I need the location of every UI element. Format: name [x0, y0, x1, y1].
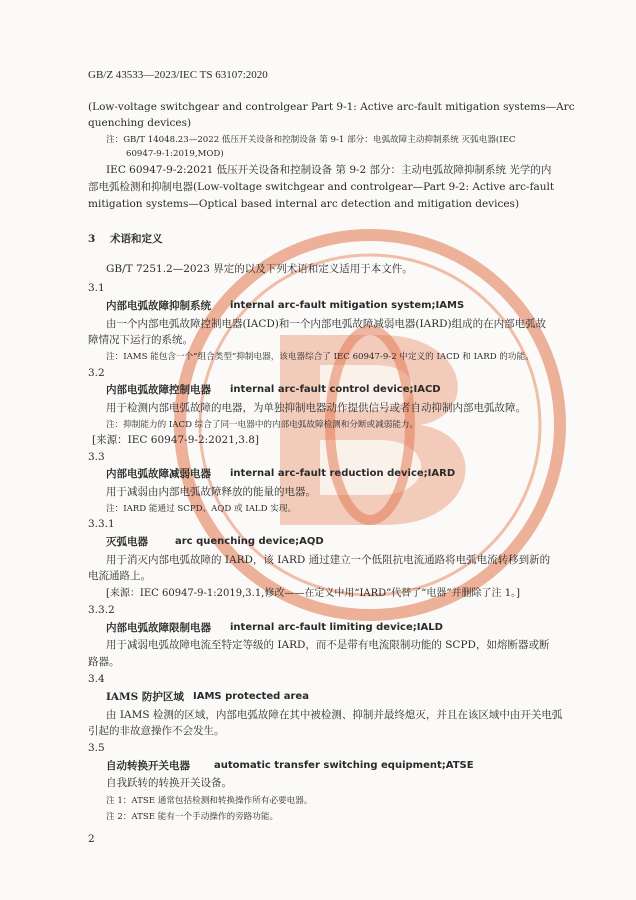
term-definition-line-1: 用于减弱由内部电弧故障释放的能量的电器。 — [106, 486, 316, 498]
term-definition-line-1: 由 IAMS 检测的区域，内部电弧故障在其中被检测、抑制并最终熄灭，并且在该区域中由开关电弧 — [106, 709, 563, 721]
term-number: 3.3 — [88, 451, 105, 463]
section-intro: GB/T 7251.2—2023 界定的以及下列术语和定义适用于本文件。 — [106, 263, 413, 275]
term-number: 3.2 — [88, 367, 105, 379]
ref-1-note-line-2: 60947-9-1:2019,MOD) — [126, 149, 224, 159]
term-number: 3.3.2 — [88, 604, 115, 616]
term-en: arc quenching device;AQD — [175, 536, 324, 547]
term-definition-line-1: 用于检测内部电弧故障的电器，为单独抑制电器动作提供信号或者自动抑制内部电弧故障。 — [106, 402, 526, 414]
term-definition-line-2: 障情况下运行的系统。 — [88, 334, 193, 346]
term-en: internal arc-fault mitigation system;IAMS — [230, 300, 465, 311]
term-definition-line-1: 用于减弱电弧故障电流至特定等级的 IARD，而不是带有电流限制功能的 SCPD，如熔断器或断 — [106, 639, 550, 651]
term-definition-line-2: 引起的非故意操作不会发生。 — [88, 725, 225, 737]
term-note: 注：IARD 能通过 SCPD、AQD 或 IALD 实现。 — [106, 504, 297, 514]
term-zh: 内部电弧故障控制电器 — [106, 384, 211, 396]
term-note: 注：抑制能力的 IACD 综合了同一电器中的内部电弧故障检测和分断或减弱能力。 — [106, 420, 419, 430]
term-zh: 灭弧电器 — [106, 536, 148, 548]
term-number: 3.3.1 — [88, 518, 115, 530]
document-header: GB/Z 43533—2023/IEC TS 63107:2020 — [88, 69, 268, 81]
term-source: [来源：IEC 60947-9-1:2019,3.1,修改——在定义中用“IARD”代替了“电器”并删除了注 1。] — [106, 588, 520, 599]
term-note-1: 注 1：ATSE 通常包括检测和转换操作所有必要电器。 — [106, 796, 313, 806]
term-en: internal arc-fault reduction device;IARD — [230, 468, 456, 479]
term-definition-line-2: 路器。 — [88, 656, 120, 668]
page-number: 2 — [88, 833, 95, 845]
ref-2-line-2: 部电弧检测和抑制电器(Low-voltage switchgear and controlgear—Part 9-2: Active arc-fault — [88, 181, 555, 193]
term-zh: 内部电弧故障抑制系统 — [106, 300, 211, 312]
ref-1-line-2: quenching devices) — [88, 117, 192, 129]
term-number: 3.5 — [88, 742, 105, 754]
term-en: IAMS protected area — [193, 691, 309, 702]
term-zh: IAMS 防护区域 — [106, 691, 184, 703]
term-en: internal arc-fault limiting device;IALD — [230, 622, 443, 633]
section-number: 3 — [88, 233, 96, 245]
term-number: 3.4 — [88, 673, 105, 685]
ref-2-line-1: IEC 60947-9-2:2021 低压开关设备和控制设备 第 9-2 部分：主动电弧故障抑制系统 光学的内 — [106, 164, 552, 176]
term-definition-line-2: 电流通路上。 — [88, 570, 151, 582]
term-definition-line-1: 由一个内部电弧故障控制电器(IACD)和一个内部电弧故障减弱电器(IARD)组成的在内部电弧故 — [106, 318, 547, 330]
ref-1-note-line-1: 注：GB/T 14048.23—2022 低压开关设备和控制设备 第 9-1 部分：电弧故障主动抑制系统 灭弧电器(IEC — [106, 135, 516, 145]
term-source: [来源：IEC 60947-9-2:2021,3.8] — [92, 434, 260, 446]
term-definition-line-1: 用于消灭内部电弧故障的 IARD，该 IARD 通过建立一个低阻抗电流通路将电弧电流转移到新的 — [106, 554, 551, 566]
term-note-2: 注 2：ATSE 能有一个手动操作的旁路功能。 — [106, 812, 279, 822]
ref-1-line-1: (Low-voltage switchgear and controlgear Part 9-1: Active arc-fault mitigation systems—Arc — [88, 101, 575, 113]
term-definition-line-1: 自我跃转的转换开关设备。 — [106, 777, 232, 789]
term-zh: 内部电弧故障限制电器 — [106, 622, 211, 634]
term-number: 3.1 — [88, 282, 105, 294]
term-zh: 内部电弧故障减弱电器 — [106, 468, 211, 480]
section-title: 术语和定义 — [110, 233, 163, 245]
term-en: automatic transfer switching equipment;ATSE — [214, 760, 474, 771]
term-note: 注：IAMS 能包含一个“组合类型”抑制电器，该电器综合了 IEC 60947-9-2 中定义的 IACD 和 IARD 的功能。 — [106, 352, 534, 362]
term-en: internal arc-fault control device;IACD — [230, 384, 441, 395]
ref-2-line-3: mitigation systems—Optical based internal arc detection and mitigation devices) — [88, 198, 520, 210]
term-zh: 自动转换开关电器 — [106, 760, 190, 772]
